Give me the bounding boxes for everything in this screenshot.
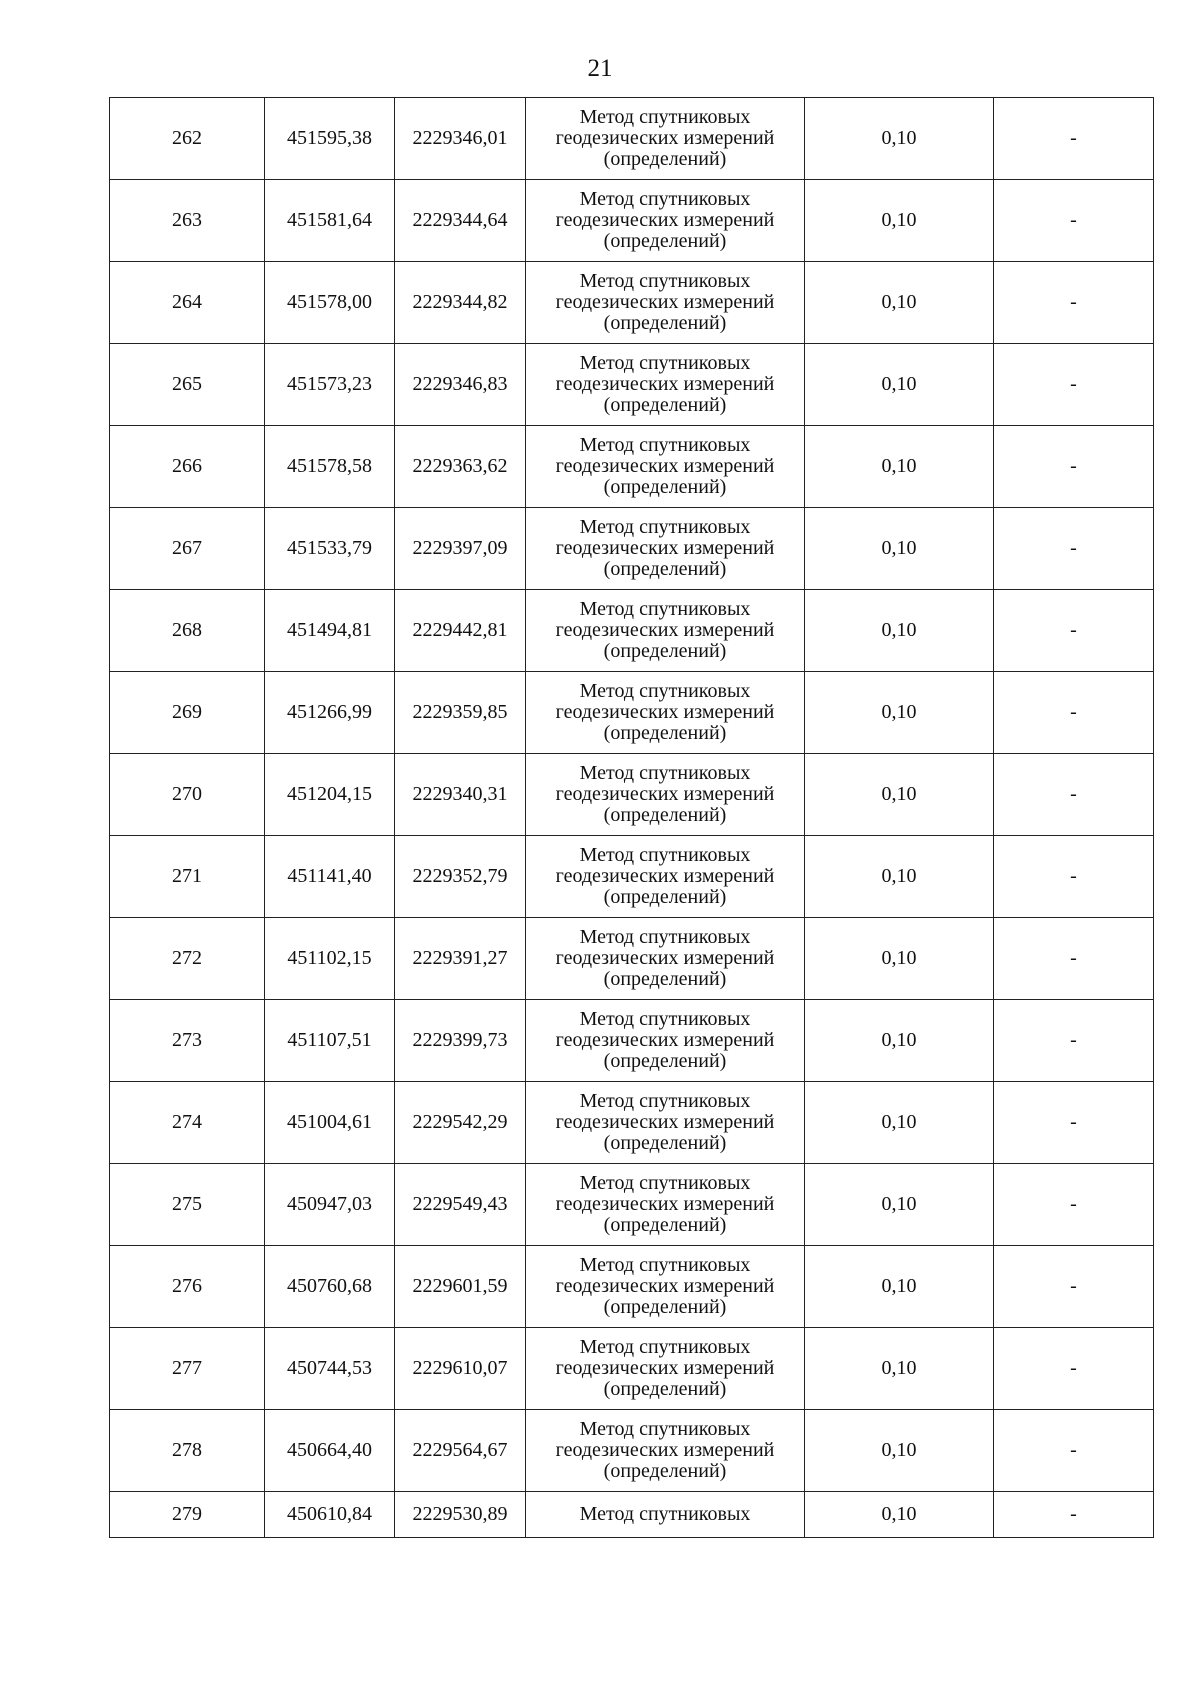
table-row [110,180,1154,262]
method-text-line: геодезических измерений [555,1275,775,1297]
point-number-cell: 278 [110,1410,265,1492]
table-row [110,918,1154,1000]
method-cell [526,1492,805,1538]
method-text-line: (определений) [603,148,727,170]
description-cell: - [994,1000,1154,1082]
table-row [110,754,1154,836]
method-text-line: (определений) [603,476,727,498]
accuracy-cell: 0,10 [805,918,994,1000]
description-cell: - [994,1410,1154,1492]
method-text-line: геодезических измерений [555,1357,775,1379]
table-row [110,1492,1154,1538]
accuracy-cell: 0,10 [805,180,994,262]
method-text-line: геодезических измерений [555,537,775,559]
description-cell: - [994,1492,1154,1538]
method-cell [526,836,805,918]
accuracy-cell: 0,10 [805,1492,994,1538]
method-cell [526,262,805,344]
method-cell [526,1082,805,1164]
page-number: 21 [587,55,613,82]
method-text-line: (определений) [603,968,727,990]
method-text-line: геодезических измерений [555,455,775,477]
method-text-line: (определений) [603,1460,727,1482]
description-cell: - [994,754,1154,836]
method-cell [526,508,805,590]
method-cell [526,1164,805,1246]
description-cell: - [994,508,1154,590]
table-row [110,1082,1154,1164]
y-coordinate-cell: 2229340,31 [395,754,526,836]
method-text-line: (определений) [603,1050,727,1072]
method-text-line: (определений) [603,1296,727,1318]
accuracy-cell: 0,10 [805,836,994,918]
y-coordinate-cell: 2229346,01 [395,98,526,180]
point-number-cell: 266 [110,426,265,508]
table-row [110,1000,1154,1082]
method-text-line: Метод спутниковых [579,844,751,866]
method-text-line: геодезических измерений [555,1111,775,1133]
description-cell: - [994,836,1154,918]
method-cell [526,672,805,754]
method-text-line: геодезических измерений [555,1193,775,1215]
x-coordinate-cell: 451578,58 [265,426,395,508]
description-cell: - [994,262,1154,344]
method-text-line: Метод спутниковых [579,270,751,292]
x-coordinate-cell: 451107,51 [265,1000,395,1082]
y-coordinate-cell: 2229610,07 [395,1328,526,1410]
method-text-line: (определений) [603,1378,727,1400]
method-cell [526,98,805,180]
method-text-line: (определений) [603,312,727,334]
method-text-line: Метод спутниковых [579,1503,751,1525]
description-cell: - [994,590,1154,672]
point-number-cell: 276 [110,1246,265,1328]
y-coordinate-cell: 2229359,85 [395,672,526,754]
point-number-cell: 279 [110,1492,265,1538]
accuracy-cell: 0,10 [805,1328,994,1410]
point-number-cell: 263 [110,180,265,262]
method-text-line: Метод спутниковых [579,1418,751,1440]
y-coordinate-cell: 2229542,29 [395,1082,526,1164]
point-number-cell: 273 [110,1000,265,1082]
table-row [110,98,1154,180]
method-text-line: геодезических измерений [555,865,775,887]
accuracy-cell: 0,10 [805,590,994,672]
method-text-line: (определений) [603,230,727,252]
method-text-line: (определений) [603,1132,727,1154]
table-row [110,344,1154,426]
method-text-line: геодезических измерений [555,373,775,395]
method-text-line: геодезических измерений [555,619,775,641]
x-coordinate-cell: 450744,53 [265,1328,395,1410]
y-coordinate-cell: 2229346,83 [395,344,526,426]
point-number-cell: 267 [110,508,265,590]
table-row [110,1164,1154,1246]
point-number-cell: 274 [110,1082,265,1164]
method-text-line: Метод спутниковых [579,1336,751,1358]
method-cell [526,180,805,262]
description-cell: - [994,344,1154,426]
y-coordinate-cell: 2229344,64 [395,180,526,262]
x-coordinate-cell: 451533,79 [265,508,395,590]
method-text-line: геодезических измерений [555,1029,775,1051]
point-number-cell: 277 [110,1328,265,1410]
accuracy-cell: 0,10 [805,1082,994,1164]
method-text-line: Метод спутниковых [579,516,751,538]
method-text-line: (определений) [603,394,727,416]
table-row [110,1328,1154,1410]
description-cell: - [994,1328,1154,1410]
method-text-line: Метод спутниковых [579,106,751,128]
coordinates-table [109,97,1154,1538]
table-row [110,426,1154,508]
accuracy-cell: 0,10 [805,262,994,344]
accuracy-cell: 0,10 [805,98,994,180]
description-cell: - [994,672,1154,754]
description-cell: - [994,1246,1154,1328]
y-coordinate-cell: 2229564,67 [395,1410,526,1492]
y-coordinate-cell: 2229530,89 [395,1492,526,1538]
method-text-line: геодезических измерений [555,947,775,969]
method-text-line: геодезических измерений [555,701,775,723]
point-number-cell: 270 [110,754,265,836]
table-row [110,672,1154,754]
coordinates-table-body [110,98,1154,1538]
method-text-line: Метод спутниковых [579,598,751,620]
method-text-line: (определений) [603,1214,727,1236]
accuracy-cell: 0,10 [805,1164,994,1246]
point-number-cell: 262 [110,98,265,180]
x-coordinate-cell: 451102,15 [265,918,395,1000]
table-row [110,836,1154,918]
point-number-cell: 271 [110,836,265,918]
x-coordinate-cell: 450947,03 [265,1164,395,1246]
y-coordinate-cell: 2229391,27 [395,918,526,1000]
method-cell [526,1328,805,1410]
y-coordinate-cell: 2229344,82 [395,262,526,344]
table-row [110,262,1154,344]
x-coordinate-cell: 451494,81 [265,590,395,672]
method-text-line: Метод спутниковых [579,1090,751,1112]
method-text-line: геодезических измерений [555,783,775,805]
method-text-line: геодезических измерений [555,1439,775,1461]
method-text-line: Метод спутниковых [579,188,751,210]
method-text-line: геодезических измерений [555,291,775,313]
description-cell: - [994,426,1154,508]
y-coordinate-cell: 2229352,79 [395,836,526,918]
table-row [110,590,1154,672]
x-coordinate-cell: 451141,40 [265,836,395,918]
method-text-line: (определений) [603,640,727,662]
method-cell [526,1410,805,1492]
method-cell [526,754,805,836]
y-coordinate-cell: 2229363,62 [395,426,526,508]
method-text-line: Метод спутниковых [579,762,751,784]
method-text-line: Метод спутниковых [579,434,751,456]
point-number-cell: 269 [110,672,265,754]
method-cell [526,426,805,508]
method-text-line: Метод спутниковых [579,680,751,702]
method-cell [526,1000,805,1082]
table-row [110,508,1154,590]
accuracy-cell: 0,10 [805,426,994,508]
method-text-line: геодезических измерений [555,209,775,231]
y-coordinate-cell: 2229549,43 [395,1164,526,1246]
method-text-line: Метод спутниковых [579,352,751,374]
x-coordinate-cell: 451266,99 [265,672,395,754]
method-cell [526,918,805,1000]
accuracy-cell: 0,10 [805,672,994,754]
table-row [110,1246,1154,1328]
accuracy-cell: 0,10 [805,754,994,836]
method-cell [526,344,805,426]
y-coordinate-cell: 2229399,73 [395,1000,526,1082]
x-coordinate-cell: 450664,40 [265,1410,395,1492]
method-cell [526,1246,805,1328]
point-number-cell: 264 [110,262,265,344]
x-coordinate-cell: 451004,61 [265,1082,395,1164]
point-number-cell: 275 [110,1164,265,1246]
accuracy-cell: 0,10 [805,508,994,590]
x-coordinate-cell: 451581,64 [265,180,395,262]
method-text-line: (определений) [603,804,727,826]
point-number-cell: 265 [110,344,265,426]
x-coordinate-cell: 450760,68 [265,1246,395,1328]
point-number-cell: 272 [110,918,265,1000]
method-text-line: (определений) [603,722,727,744]
description-cell: - [994,1164,1154,1246]
description-cell: - [994,180,1154,262]
y-coordinate-cell: 2229442,81 [395,590,526,672]
y-coordinate-cell: 2229601,59 [395,1246,526,1328]
accuracy-cell: 0,10 [805,1410,994,1492]
method-text-line: Метод спутниковых [579,1172,751,1194]
method-cell [526,590,805,672]
method-text-line: (определений) [603,886,727,908]
table-row [110,1410,1154,1492]
description-cell: - [994,98,1154,180]
x-coordinate-cell: 451578,00 [265,262,395,344]
x-coordinate-cell: 451204,15 [265,754,395,836]
method-text-line: Метод спутниковых [579,926,751,948]
x-coordinate-cell: 450610,84 [265,1492,395,1538]
method-text-line: (определений) [603,558,727,580]
accuracy-cell: 0,10 [805,1000,994,1082]
accuracy-cell: 0,10 [805,1246,994,1328]
y-coordinate-cell: 2229397,09 [395,508,526,590]
x-coordinate-cell: 451595,38 [265,98,395,180]
method-text-line: Метод спутниковых [579,1008,751,1030]
point-number-cell: 268 [110,590,265,672]
description-cell: - [994,1082,1154,1164]
description-cell: - [994,918,1154,1000]
x-coordinate-cell: 451573,23 [265,344,395,426]
method-text-line: Метод спутниковых [579,1254,751,1276]
method-text-line: геодезических измерений [555,127,775,149]
accuracy-cell: 0,10 [805,344,994,426]
